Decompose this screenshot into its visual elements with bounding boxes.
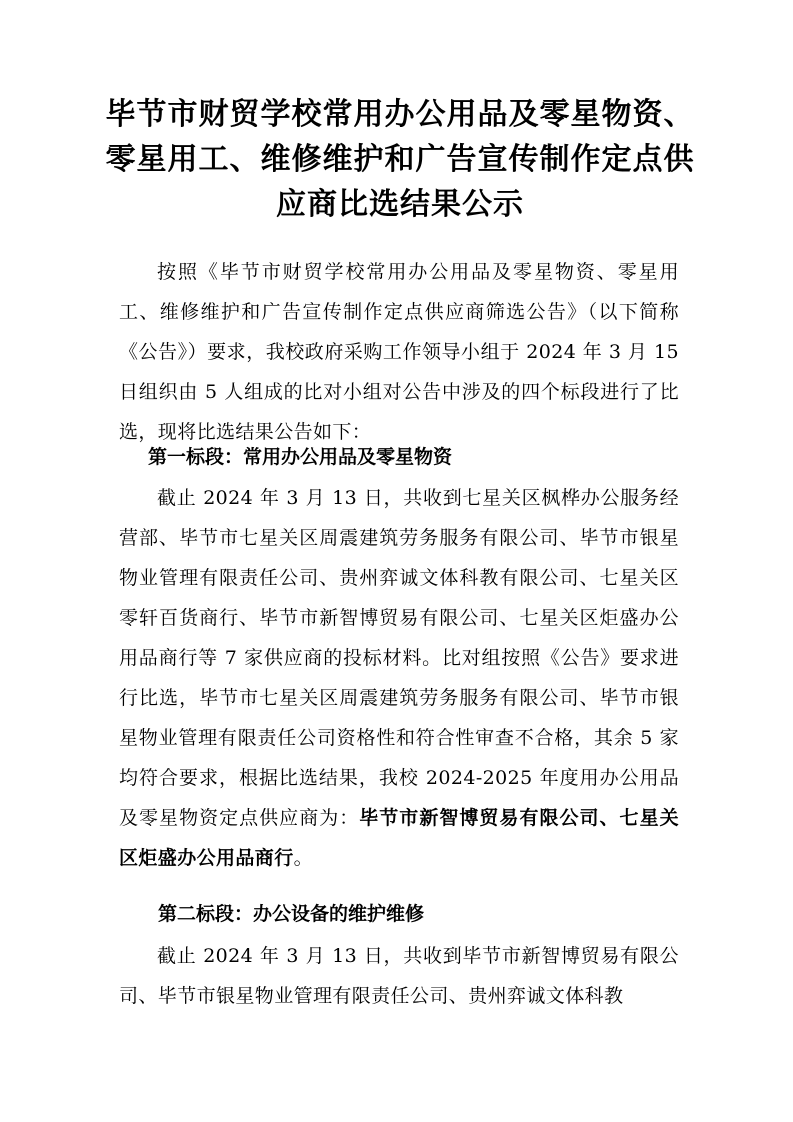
section-1-result: 毕节市新智博贸易有限公司、七星关区炬盛办公用品商行: [119, 807, 679, 869]
section-2-paragraph: 截止 2024 年 3 月 13 日，共收到毕节市新智博贸易有限公司、毕节市银星物业管理有限责任公司、贵州弈诚文体科教: [119, 945, 679, 1007]
section-1-heading: 第一标段：常用办公用品及零星物资: [148, 446, 453, 468]
section-2-heading: 第二标段：办公设备的维护维修: [158, 903, 425, 925]
section-1-result-end: 。: [293, 847, 314, 869]
intro-section: [119, 252, 679, 452]
section-1-body: [119, 478, 679, 878]
document-title: 毕节市财贸学校常用办公用品及零星物资、零星用工、维修维护和广告宣传制作定点供应商比选结果公示: [105, 97, 695, 222]
section-1-text: 截止 2024 年 3 月 13 日，共收到七星关区枫桦办公服务经营部、毕节市七星关区周震建筑劳务服务有限公司、毕节市银星物业管理有限责任公司、贵州弈诚文体科教有限公司、七星关区零轩百货商行、毕节市新智博贸易有限公司、七星关区炬盛办公用品商行等 7 家供应商的投标材料。比对组按照《公告》要求进行比选，毕节市七星关区周震建筑劳务服务有限公司、毕节市银星物业管理有限责任公司资格性和符合性审查不合格，其余 5 家均符合要求，根据比选结果，我校 2024-2025 年度用办公用品及零星物资定点供应商为：: [119, 487, 679, 829]
section-1-paragraph: [119, 478, 679, 878]
section-2-body: [119, 936, 679, 1016]
intro-paragraph: 按照《毕节市财贸学校常用办公用品及零星物资、零星用工、维修维护和广告宣传制作定点供应商筛选公告》（以下简称《公告》）要求，我校政府采购工作领导小组于 2024 年 3 月 15 日组织由 5 人组成的比对小组对公告中涉及的四个标段进行了比选，现将比选结果公告如下：: [119, 261, 679, 443]
